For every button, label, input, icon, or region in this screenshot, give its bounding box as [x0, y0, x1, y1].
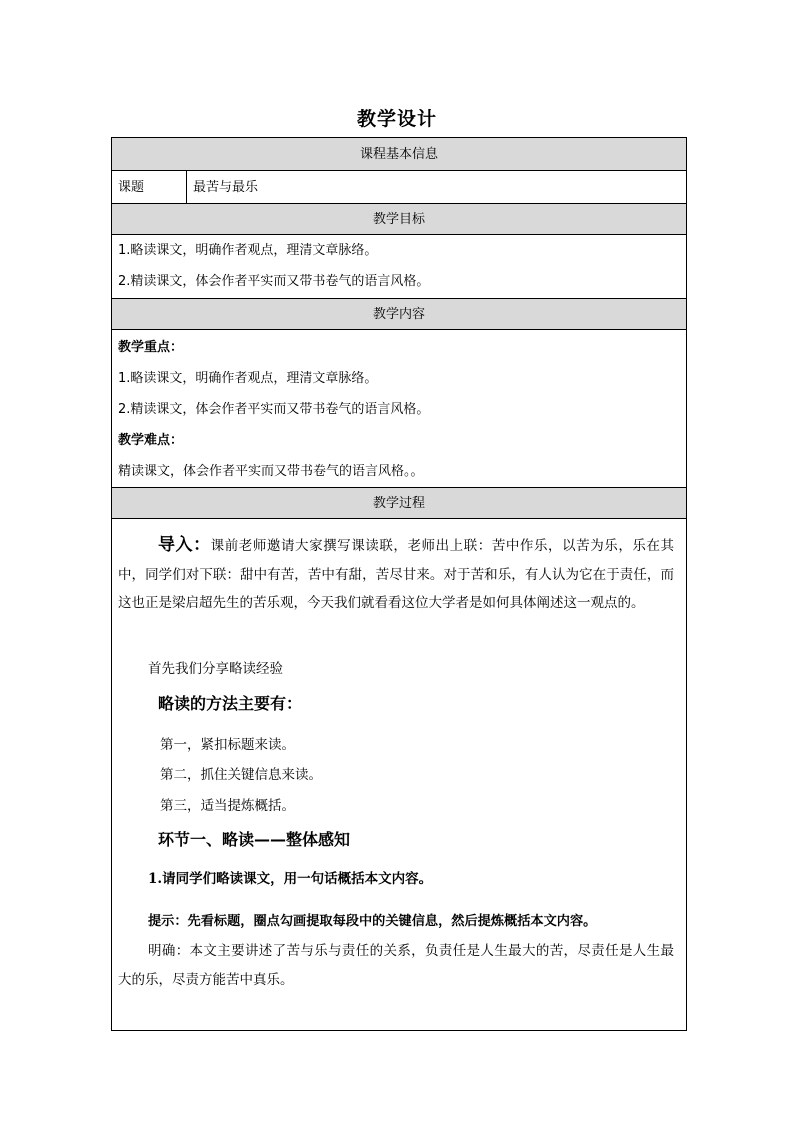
section-header-content: 教学内容 [112, 299, 686, 330]
goal-item: 2.精读课文，体会作者平实而又带书卷气的语言风格。 [118, 274, 430, 289]
key-point-item: 1.略读课文，明确作者观点，理清文章脉络。 [118, 371, 378, 386]
section-header-goals: 教学目标 [112, 204, 686, 235]
difficult-points-label: 教学难点： [118, 433, 184, 448]
intro-label: 导入： [158, 535, 211, 555]
goal-item: 1.略读课文，明确作者观点，理清文章脉络。 [118, 243, 378, 258]
topic-label: 课题 [112, 171, 187, 203]
goals-cell [112, 235, 686, 299]
topic-value: 最苦与最乐 [193, 180, 259, 195]
section-header-basic-info: 课程基本信息 [112, 138, 686, 171]
hint-text: 提示：先看标题，圈点勾画提取每段中的关键信息，然后提炼概括本文内容。 [148, 914, 597, 929]
share-line: 首先我们分享略读经验 [148, 661, 283, 677]
key-points-label: 教学重点： [118, 340, 184, 355]
question-1: 1.请同学们略读课文，用一句话概括本文内容。 [148, 871, 433, 887]
answer-text: 明确：本文主要讲述了苦与乐与责任的关系，负责任是人生最大的苦，尽责任是人生最大的乐，尽责方能苦中真乐。 [118, 943, 674, 988]
section-header-process: 教学过程 [112, 488, 686, 519]
key-point-item: 2.精读课文，体会作者平实而又带书卷气的语言风格。 [118, 402, 430, 417]
topic-row [112, 171, 686, 204]
step1-heading: 环节一、略读——整体感知 [158, 830, 351, 849]
intro-text: 课前老师邀请大家撰写课读联，老师出上联：苦中作乐，以苦为乐，乐在其中，同学们对下联：甜中有苦，苦中有甜，苦尽甘来。对于苦和乐，有人认为它在于责任，而这也正是梁启超先生的苦乐观，今天我们就看看这位大学者是如何具体阐述这一观点的。 [118, 538, 674, 611]
process-cell [112, 519, 686, 1030]
method-item: 第二，抓住关键信息来读。 [160, 767, 322, 783]
method-item: 第一，紧扣标题来读。 [160, 737, 295, 753]
methods-heading: 略读的方法主要有： [158, 694, 303, 713]
content-cell [112, 330, 686, 488]
method-item: 第三，适当提炼概括。 [160, 798, 295, 814]
document-title: 教学设计 [356, 108, 437, 130]
difficult-point-text: 精读课文，体会作者平实而又带书卷气的语言风格。。 [118, 464, 424, 479]
intro-paragraph [118, 531, 674, 618]
lesson-plan-table [111, 137, 687, 1031]
